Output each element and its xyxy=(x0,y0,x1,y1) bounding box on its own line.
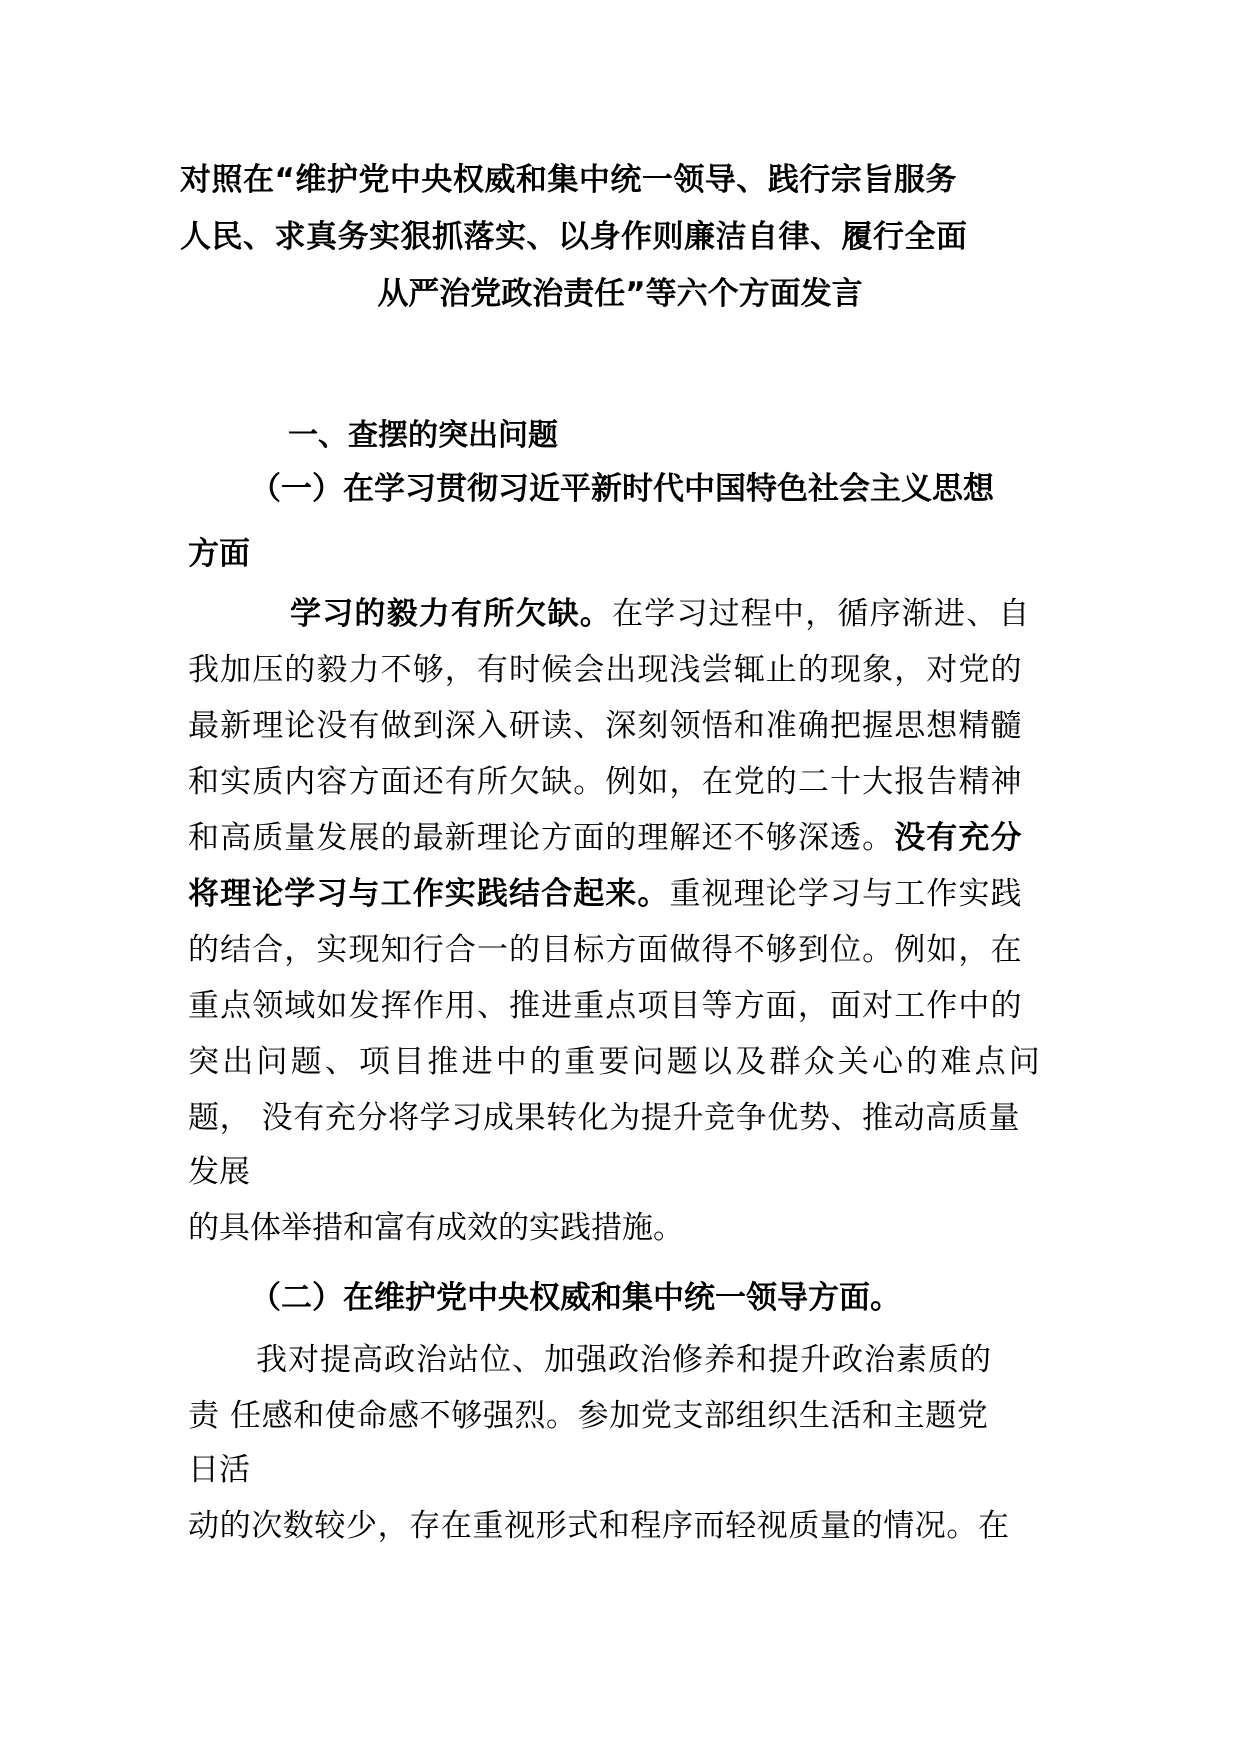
paragraph-line: 责 任感和使命感不够强烈。参加党支部组织生活和主题党 xyxy=(188,1398,989,1434)
paragraph-line: 的具体举措和富有成效的实践措施。 xyxy=(188,1210,684,1246)
paragraph-line: 最新理论没有做到深入研读、深刻领悟和准确把握思想精髓 xyxy=(188,708,1023,744)
paragraph-line: 题， 没有充分将学习成果转化为提升竞争优势、推动高质量 xyxy=(188,1100,1021,1136)
paragraph-line: 和实质内容方面还有所欠缺。例如，在党的二十大报告精神 xyxy=(188,764,1023,800)
text-run: 重视理论学习与工作实践 xyxy=(669,876,1023,912)
document-title xyxy=(180,152,1060,323)
paragraph-line xyxy=(290,594,1031,634)
subsection-heading-1-line-1: （一）在学习贯彻习近平新时代中国特色社会主义思想 xyxy=(250,471,994,507)
title-line-1: 对照在“维护党中央权威和集中统一领导、践行宗旨服务 xyxy=(180,162,957,198)
title-line-2: 人民、求真务实狠抓落实、以身作则廉洁自律、履行全面 xyxy=(180,219,968,255)
subsection-heading-2: （二）在维护党中央权威和集中统一领导方面。 xyxy=(250,1280,901,1316)
section-heading-1: 一、查摆的突出问题 xyxy=(288,418,558,453)
bold-phrase: 学习的毅力有所欠缺。 xyxy=(290,596,612,632)
paragraph-line: 动的次数较少，存在重视形式和程序而轻视质量的情况。在 xyxy=(188,1508,1010,1544)
text-run: 在学习过程中，循序渐进、自 xyxy=(612,596,1031,632)
paragraph-line: 重点领域如发挥作用、推进重点项目等方面，面对工作中的 xyxy=(188,988,1023,1024)
text-run: 和高质量发展的最新理论方面的理解还不够深透。 xyxy=(188,820,895,856)
paragraph-line: 发展 xyxy=(188,1154,250,1190)
bold-phrase: 没有充分 xyxy=(894,820,1023,856)
title-line-3: 从严治党政治责任”等六个方面发言 xyxy=(377,276,863,312)
paragraph-line: 日活 xyxy=(188,1452,250,1488)
paragraph-line: 突出问题、项目推进中的重要问题以及群众关心的难点问 xyxy=(188,1044,1043,1080)
paragraph-line: 我加压的毅力不够，有时候会出现浅尝辄止的现象，对党的 xyxy=(188,652,1023,688)
bold-phrase: 将理论学习与工作实践结合起来。 xyxy=(188,876,670,912)
paragraph-line xyxy=(188,874,1023,914)
paragraph-line: 我对提高政治站位、加强政治修养和提升政治素质的 xyxy=(256,1342,992,1378)
paragraph-line xyxy=(188,818,1023,858)
paragraph-line: 的结合，实现知行合一的目标方面做得不够到位。例如，在 xyxy=(188,932,1023,968)
subsection-heading-1-line-2: 方面 xyxy=(188,536,250,572)
